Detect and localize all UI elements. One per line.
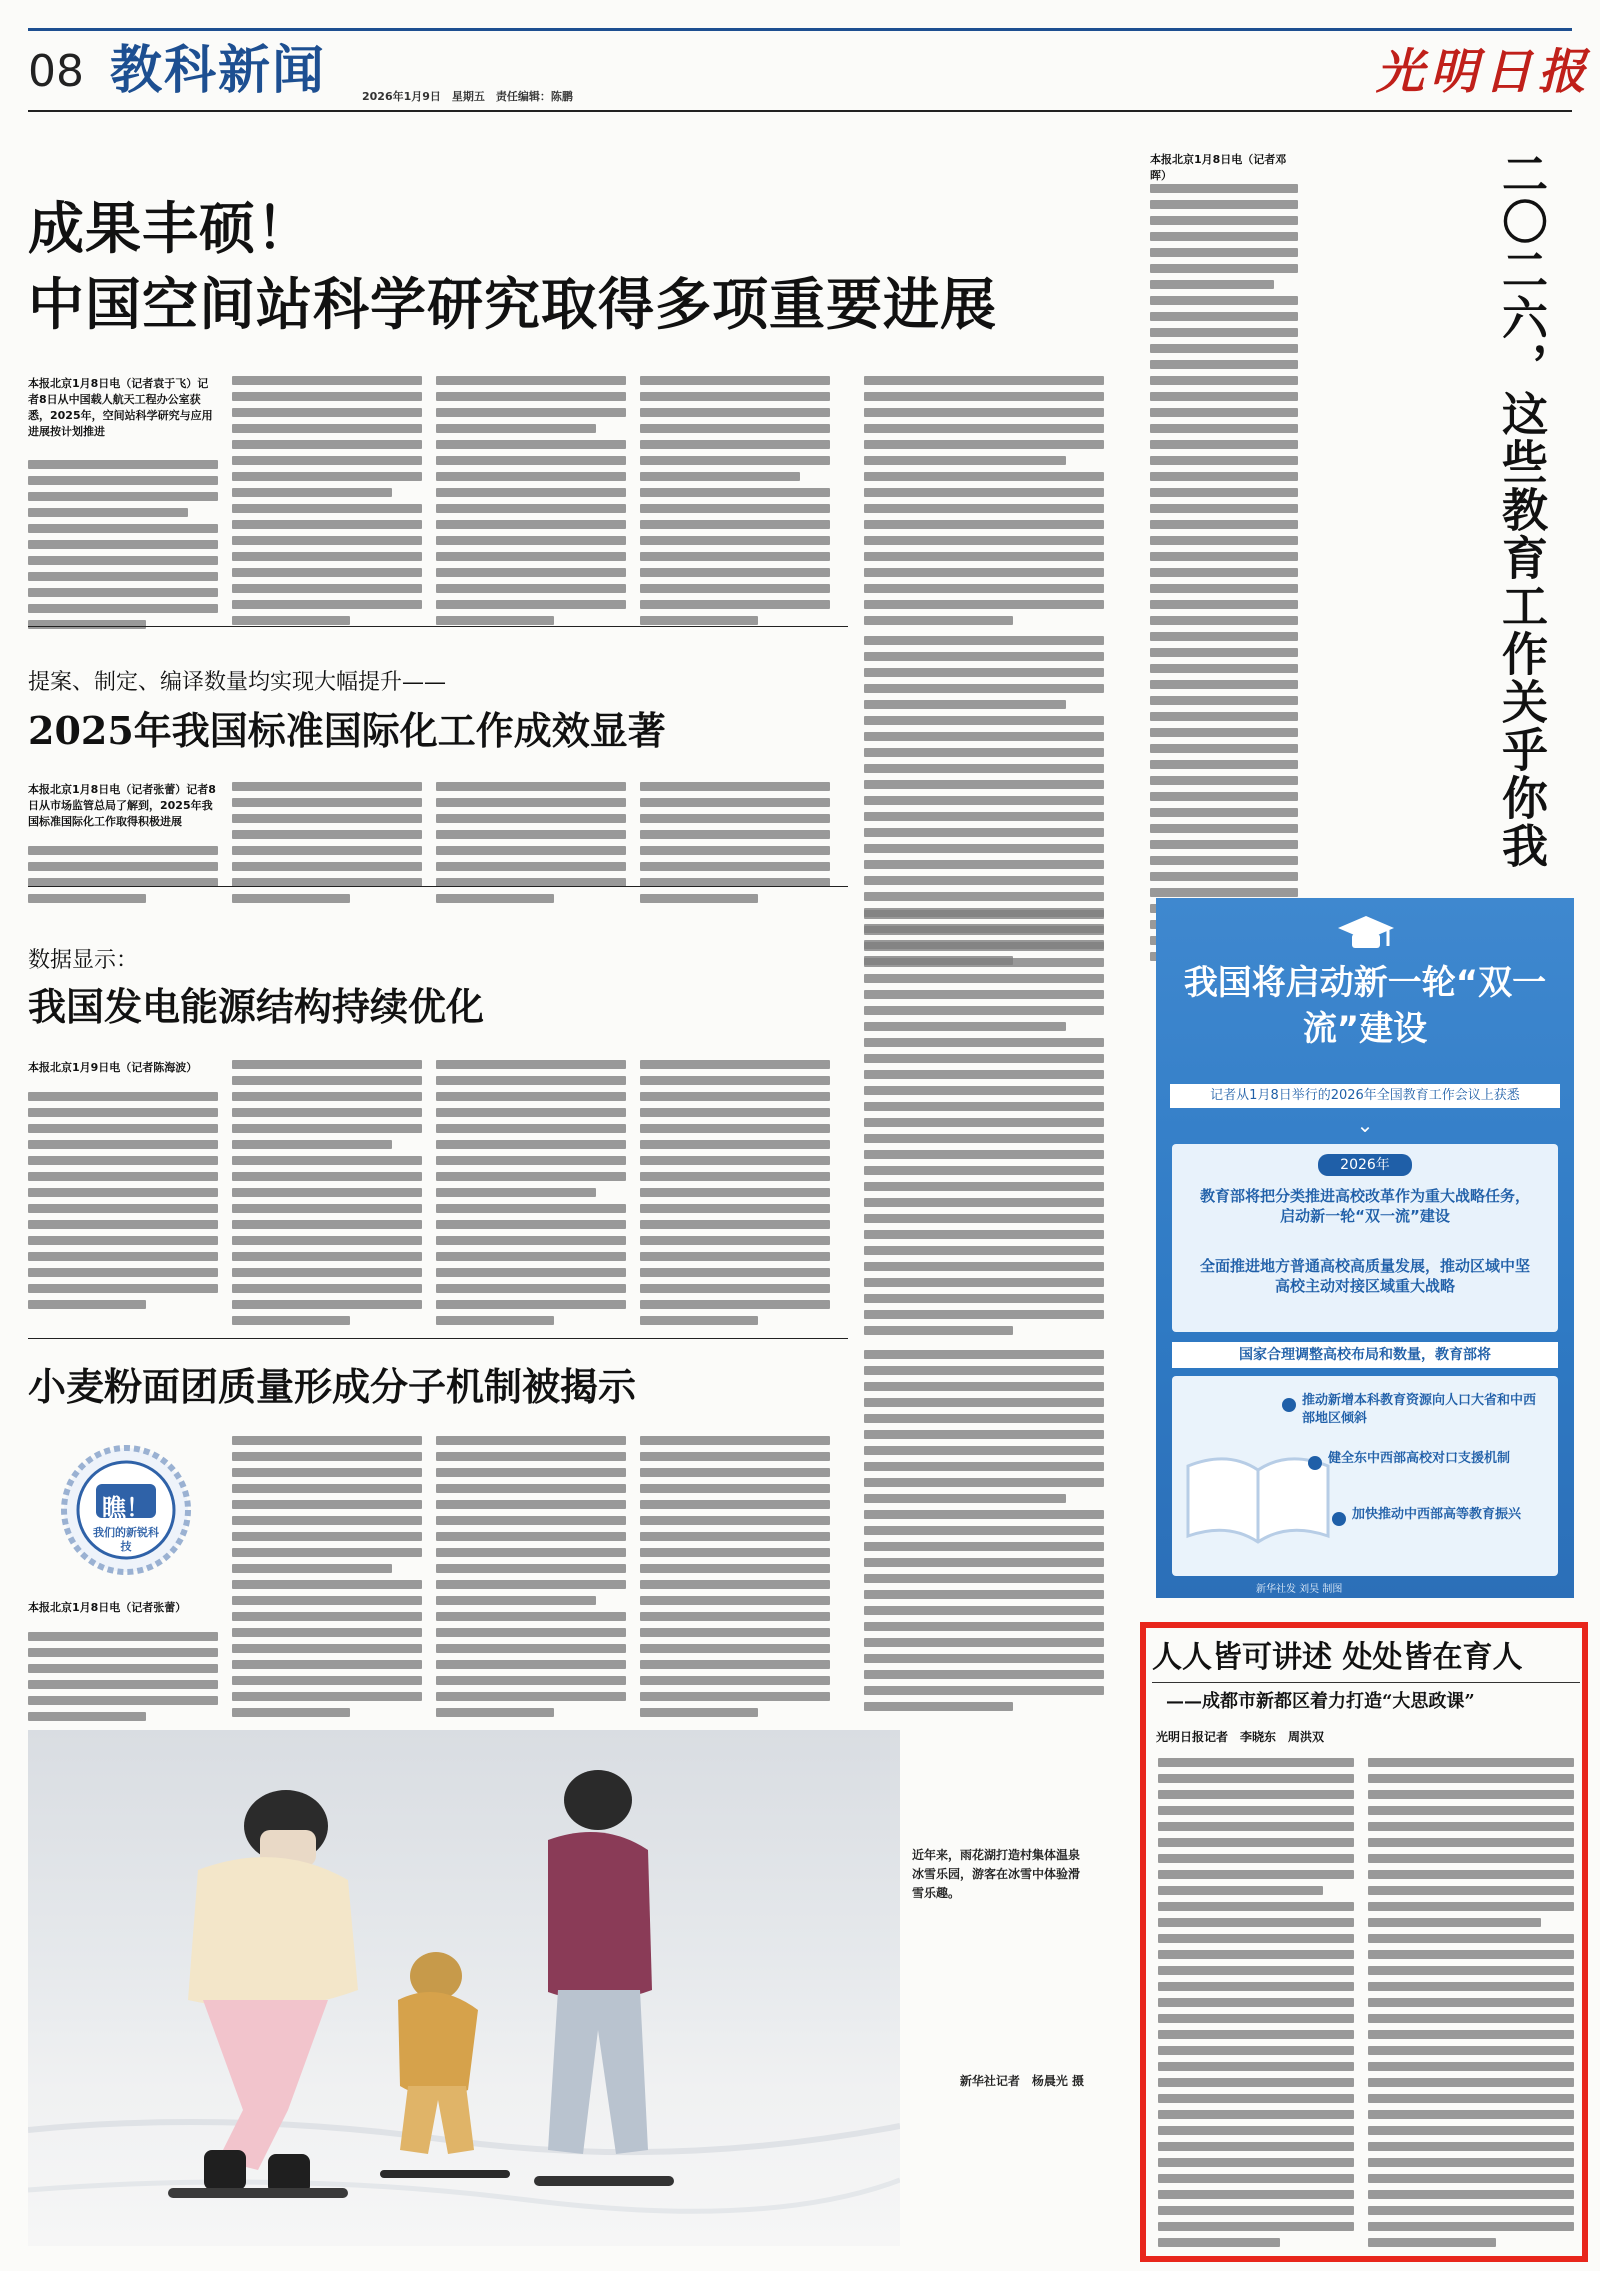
badge-sub: 我们的新锐科技 — [93, 1526, 159, 1553]
red-article-byline: 光明日报记者 李晓东 周洪双 — [1156, 1730, 1325, 1744]
infographic-item-2: 健全东中西部高校对口支援机制 — [1328, 1451, 1511, 1466]
section-title: 教科新闻 — [110, 40, 327, 101]
standard-bottom-rule — [28, 886, 848, 887]
infographic-item-3: 加快推动中西部高等教育振兴 — [1352, 1507, 1522, 1522]
space-bottom-rule — [28, 626, 848, 627]
masthead-rule — [28, 110, 1572, 112]
wheat-col-3 — [436, 1436, 626, 1724]
power-col-4 — [640, 1060, 830, 1332]
chevron-down-icon: ⌄ — [1356, 1113, 1374, 1137]
red-col-2 — [1368, 1758, 1574, 2254]
space-col-3 — [436, 376, 626, 632]
space-lead: 本报北京1月8日电（记者袁于飞）记者8日从中国载人航天工程办公室获悉，2025年，空间站科学研究与应用进展按计划推进 — [28, 377, 213, 438]
standard-col-4 — [640, 782, 830, 910]
power-title: 我国发电能源结构持续优化 — [28, 984, 485, 1029]
standard-kicker: 提案、制定、编译数量均实现大幅提升—— — [28, 670, 447, 695]
wheat-title: 小麦粉面团质量形成分子机制被揭示 — [28, 1364, 637, 1409]
wheat-col-2 — [232, 1436, 422, 1724]
year-pill: 2026年 — [1318, 1154, 1412, 1176]
infographic-bar: 国家合理调整高校布局和数量，教育部将 — [1172, 1342, 1558, 1368]
power-lead: 本报北京1月9日电（记者陈海波） — [28, 1061, 198, 1074]
wheat-col-1 — [28, 1600, 218, 1728]
power-kicker: 数据显示： — [28, 948, 139, 973]
dot-icon-2 — [1308, 1456, 1322, 1470]
infographic-footer: 新华社发 刘昊 制图 — [1256, 1584, 1343, 1595]
vertical-feature-title: 二〇二六，这些教育工作关乎你我 — [1495, 150, 1549, 870]
infographic-box-1 — [1172, 1144, 1558, 1332]
vertical-feature-col-1 — [1150, 152, 1298, 968]
space-col-5 — [864, 376, 1104, 632]
standard-title: 2025年我国标准国际化工作成效显著 — [28, 708, 666, 753]
red-col-1 — [1158, 1758, 1354, 2254]
standard-col-1 — [28, 782, 218, 910]
red-title-rule — [1152, 1682, 1580, 1683]
top-rule — [28, 28, 1572, 31]
graduation-cap-icon — [1336, 912, 1396, 956]
infographic-panel — [1156, 898, 1574, 1598]
power-col-5 — [864, 910, 1104, 1342]
wheat-col-5 — [864, 1350, 1104, 1718]
red-article-subtitle: ——成都市新都区着力打造“大思政课” — [1166, 1691, 1475, 1712]
standard-col-3 — [436, 782, 626, 910]
vertical-lead: 本报北京1月8日电（记者邓晖） — [1150, 153, 1287, 182]
badge-main: 瞧！ — [102, 1493, 150, 1522]
page-number: 08 — [28, 46, 84, 97]
power-col-1 — [28, 1060, 218, 1316]
space-col-1 — [28, 376, 218, 636]
ski-photo — [28, 1730, 900, 2246]
dot-icon-3 — [1332, 1512, 1346, 1526]
photo-credit: 新华社记者 杨晨光 摄 — [959, 2074, 1084, 2088]
open-book-icon — [1178, 1436, 1338, 1556]
wheat-badge — [56, 1440, 196, 1580]
power-col-2 — [232, 1060, 422, 1332]
infographic-box-2 — [1172, 1376, 1558, 1576]
standard-col-2 — [232, 782, 422, 910]
infographic-source: 记者从1月8日举行的2026年全国教育工作会议上获悉 — [1170, 1084, 1560, 1108]
space-title-line1: 成果丰硕！ — [28, 196, 313, 262]
wheat-col-4 — [640, 1436, 830, 1724]
wheat-lead: 本报北京1月8日电（记者张蕾） — [28, 1601, 187, 1614]
skiers-illustration — [28, 1730, 900, 2246]
infographic-point-2: 全面推进地方普通高校高质量发展，推动区域中坚高校主动对接区域重大战略 — [1200, 1257, 1531, 1295]
standard-lead: 本报北京1月8日电（记者张蕾）记者8日从市场监管总局了解到，2025年我国标准国际化工作取得积极进展 — [28, 783, 216, 828]
highlighted-article — [1140, 1622, 1588, 2262]
power-col-3 — [436, 1060, 626, 1332]
space-title-line2: 中国空间站科学研究取得多项重要进展 — [28, 272, 997, 338]
red-article-title: 人人皆可讲述 处处皆在育人 — [1152, 1640, 1523, 1675]
space-col-4 — [640, 376, 830, 632]
paper-logo: 光明日报 — [1376, 44, 1593, 100]
photo-caption: 近年来，雨花湖打造村集体温泉冰雪乐园，游客在冰雪中体验滑雪乐趣。 — [912, 1848, 1081, 1900]
space-col-2 — [232, 376, 422, 632]
masthead-meta: 2026年1月9日 星期五 责任编辑：陈鹏 — [362, 90, 573, 103]
dot-icon-1 — [1282, 1398, 1296, 1412]
infographic-point-1: 教育部将把分类推进高校改革作为重大战略任务，启动新一轮“双一流”建设 — [1200, 1187, 1531, 1225]
infographic-headline: 我国将启动新一轮“双一流”建设 — [1183, 963, 1547, 1049]
power-bottom-rule — [28, 1338, 848, 1339]
infographic-item-1: 推动新增本科教育资源向人口大省和中西部地区倾斜 — [1302, 1393, 1537, 1426]
